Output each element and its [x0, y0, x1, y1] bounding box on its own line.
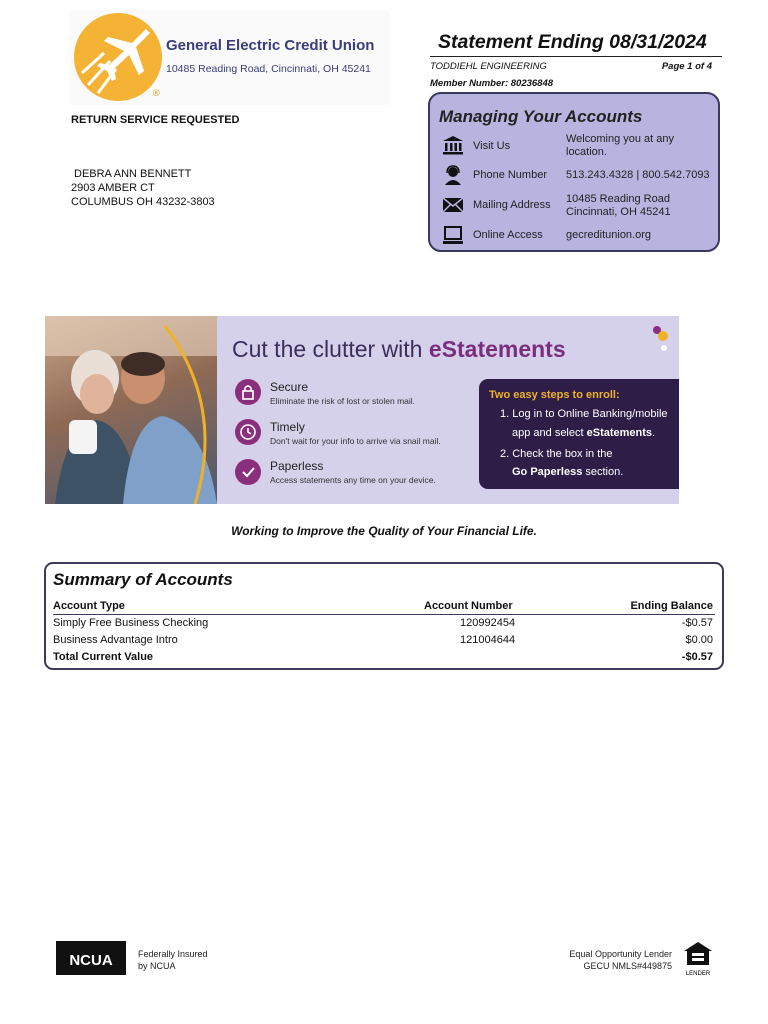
- enroll-step2-line2: [512, 466, 623, 478]
- enroll-step1-line1: 1. Log in to Online Banking/mobile: [500, 408, 668, 420]
- brand-name: General Electric Credit Union: [166, 37, 375, 54]
- enroll-step2-bold: Go Paperless: [512, 466, 583, 478]
- return-service-label: RETURN SERVICE REQUESTED: [71, 114, 240, 126]
- recipient-name: DEBRA ANN BENNETT: [74, 168, 192, 180]
- equal-housing-icon: [683, 941, 713, 977]
- envelope-icon: [442, 194, 464, 216]
- airplane-logo-icon: [74, 13, 162, 101]
- online-value[interactable]: gecreditunion.org: [566, 229, 652, 241]
- ncua-insured-text: [138, 948, 208, 972]
- row-1-type: Simply Free Business Checking: [53, 617, 209, 629]
- online-label: Online Access: [473, 229, 543, 241]
- estatements-banner[interactable]: [45, 316, 679, 504]
- page-number: Page 1 of 4: [661, 61, 712, 72]
- enroll-step1-text: app and select: [512, 427, 587, 439]
- total-label: Total Current Value: [53, 651, 154, 663]
- tagline: Working to Improve the Quality of Your Financial Life.: [231, 524, 537, 538]
- feature-timely-title: Timely: [270, 420, 305, 434]
- total-value: -$0.57: [681, 651, 713, 663]
- brand-address: 10485 Reading Road, Cincinnati, OH 45241: [166, 63, 371, 75]
- visit-us-line2: location.: [566, 146, 607, 158]
- eol-line1: Equal Opportunity Lender: [569, 949, 672, 959]
- recipient-street: 2903 AMBER CT: [71, 182, 155, 194]
- company-name: TODDIEHL ENGINEERING: [430, 61, 547, 72]
- enroll-step1-end: .: [652, 427, 656, 439]
- feature-paperless-desc: Access statements any time on your device.: [270, 475, 436, 485]
- row-2-balance: $0.00: [685, 634, 713, 646]
- recipient-city: COLUMBUS OH 43232-3803: [71, 196, 215, 208]
- mailing-line1: 10485 Reading Road: [566, 193, 670, 205]
- eol-line2: GECU NMLS#449875: [583, 961, 672, 971]
- mailing-label: Mailing Address: [473, 199, 551, 211]
- visit-us-value: [566, 133, 674, 159]
- summary-of-accounts: [44, 562, 724, 670]
- statement-title: Statement Ending 08/31/2024: [438, 31, 707, 53]
- couple-photo: [45, 316, 217, 504]
- row-2-number: 121004644: [460, 634, 516, 646]
- phone-label: Phone Number: [473, 169, 547, 181]
- banner-title-text: Cut the clutter with: [232, 336, 429, 362]
- managing-accounts-box: [428, 92, 720, 252]
- phone-value[interactable]: 513.243.4328 | 800.542.7093: [566, 169, 710, 181]
- mailing-value: [566, 193, 671, 219]
- enroll-step2-text: section.: [582, 466, 624, 478]
- banner-title: [232, 336, 566, 363]
- couple-illustration: [45, 316, 217, 504]
- headset-icon: [442, 164, 464, 186]
- enroll-step1-bold: eStatements: [586, 427, 653, 439]
- enroll-steps-panel: [479, 379, 679, 489]
- enroll-step2-line1: 2. Check the box in the: [500, 448, 613, 460]
- clock-icon: [235, 419, 261, 445]
- visit-us-line1: Welcoming you at any: [566, 133, 675, 145]
- header-account-number: Account Number: [424, 600, 513, 612]
- row-1-balance: -$0.57: [681, 617, 713, 629]
- member-number: Member Number: 80236848: [430, 78, 554, 89]
- enroll-heading: Two easy steps to enroll:: [489, 389, 620, 401]
- lock-icon: [235, 379, 261, 405]
- feature-paperless-title: Paperless: [270, 459, 324, 473]
- brand-logo: [70, 10, 390, 105]
- registered-mark: ®: [153, 88, 160, 98]
- recipient-address: [71, 167, 215, 209]
- header-account-type: Account Type: [53, 600, 125, 612]
- managing-title: Managing Your Accounts: [439, 107, 643, 126]
- feature-timely-desc: Don't wait for your info to arrive via snail mail.: [270, 436, 441, 446]
- bank-icon: [442, 134, 464, 156]
- ncua-line2: by NCUA: [138, 961, 176, 971]
- visit-us-label: Visit Us: [473, 140, 511, 152]
- feature-secure-title: Secure: [270, 380, 309, 394]
- laptop-icon: [442, 224, 464, 246]
- equal-housing-label: LENDER: [685, 971, 711, 977]
- row-1-number: 120992454: [460, 617, 516, 629]
- header-ending-balance: Ending Balance: [630, 600, 713, 612]
- check-icon: [235, 459, 261, 485]
- banner-title-highlight: eStatements: [428, 336, 566, 362]
- row-2-type: Business Advantage Intro: [53, 634, 178, 646]
- mailing-line2: Cincinnati, OH 45241: [566, 206, 671, 218]
- ncua-line1: Federally Insured: [138, 949, 208, 959]
- summary-title: Summary of Accounts: [53, 570, 233, 589]
- feature-secure-desc: Eliminate the risk of lost or stolen mail.: [270, 396, 416, 406]
- statement-divider: [430, 56, 722, 57]
- equal-opportunity-text: [520, 948, 672, 972]
- decorative-dots: [651, 324, 671, 354]
- enroll-step1-line2: [512, 427, 655, 439]
- ncua-logo: NCUA: [56, 941, 126, 975]
- header-divider: [53, 614, 715, 615]
